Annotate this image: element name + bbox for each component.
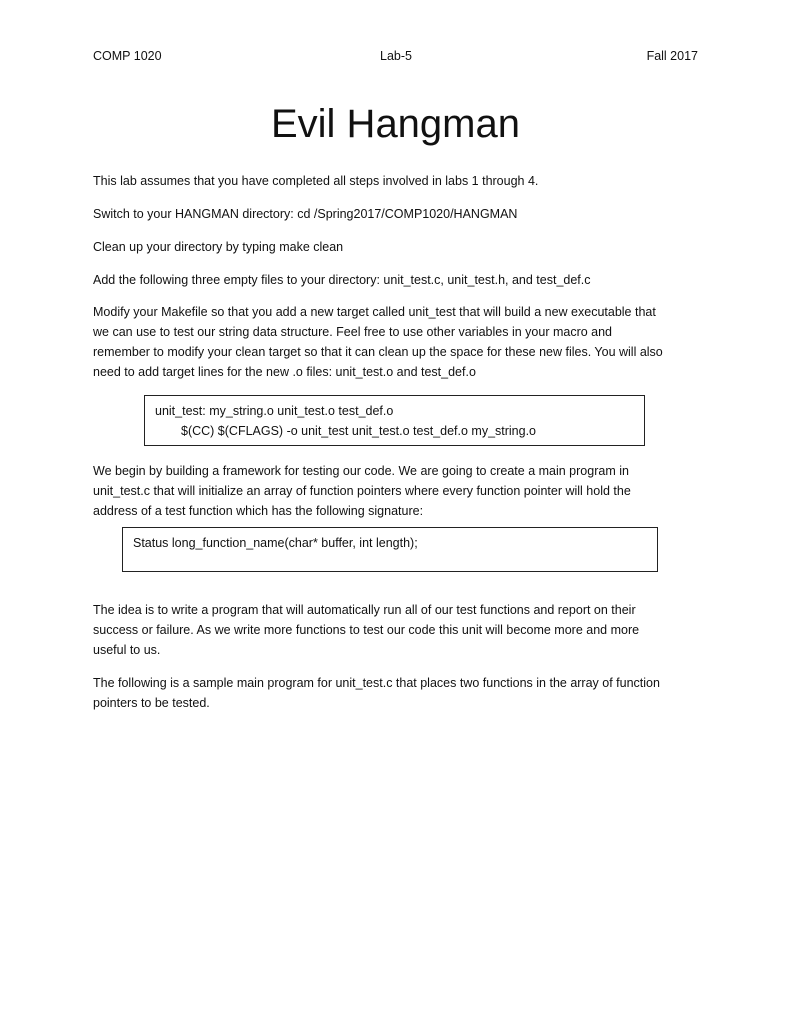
paragraph-line: we can use to test our string data structure. Feel free to use other variables in your macro and <box>93 325 613 339</box>
paragraph-sample-main <box>93 673 703 713</box>
paragraph-line: We begin by building a framework for testing our code. We are going to create a main program in <box>93 464 629 478</box>
makefile-code-box <box>144 395 645 446</box>
page-title: Evil Hangman <box>270 102 520 146</box>
paragraph-line: success or failure. As we write more functions to test our code this unit will become more and more <box>93 623 640 637</box>
paragraph-prerequisites: This lab assumes that you have completed all steps involved in labs 1 through 4. <box>93 174 539 188</box>
paragraph-add-files: Add the following three empty files to your directory: unit_test.c, unit_test.h, and test_def.c <box>93 273 591 287</box>
paragraph-line: remember to modify your clean target so that it can clean up the space for these new files. You will also <box>93 345 663 359</box>
paragraph-line: Modify your Makefile so that you add a new target called unit_test that will build a new executable that <box>93 305 656 319</box>
paragraph-line: The idea is to write a program that will automatically run all of our test functions and report on their <box>93 603 636 617</box>
paragraph-clean-directory: Clean up your directory by typing make clean <box>93 240 344 254</box>
paragraph-line: useful to us. <box>93 643 161 657</box>
signature-line: Status long_function_name(char* buffer, int length); <box>133 536 418 550</box>
makefile-target-line: unit_test: my_string.o unit_test.o test_def.o <box>155 404 394 418</box>
header-term: Fall 2017 <box>646 49 698 63</box>
paragraph-program-idea <box>93 600 703 660</box>
makefile-command-line: $(CC) $(CFLAGS) -o unit_test unit_test.o test_def.o my_string.o <box>181 424 537 438</box>
paragraph-line: The following is a sample main program for unit_test.c that places two functions in the array of function <box>93 676 660 690</box>
paragraph-line: need to add target lines for the new .o files: unit_test.o and test_def.o <box>93 365 476 379</box>
paragraph-line: unit_test.c that will initialize an array of function pointers where every function pointer will hold the <box>93 484 631 498</box>
paragraph-framework <box>93 461 703 521</box>
paragraph-line: address of a test function which has the following signature: <box>93 504 424 518</box>
header-lab: Lab-5 <box>380 49 412 63</box>
signature-code-box <box>122 527 658 572</box>
paragraph-modify-makefile <box>93 302 703 382</box>
header-course: COMP 1020 <box>93 49 162 63</box>
paragraph-switch-directory: Switch to your HANGMAN directory: cd /Spring2017/COMP1020/HANGMAN <box>93 207 518 221</box>
paragraph-line: pointers to be tested. <box>93 696 210 710</box>
